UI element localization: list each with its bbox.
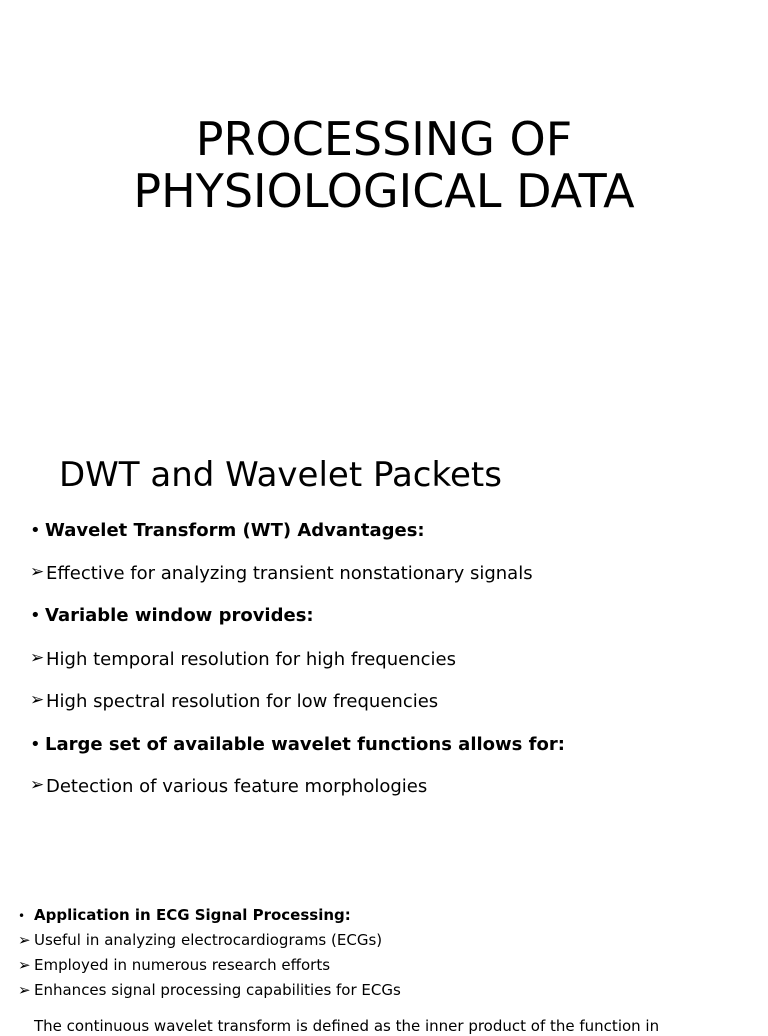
list-item — [18, 955, 330, 975]
arrowhead-bullet-icon: ➢ — [18, 931, 31, 949]
list-item-text: Enhances signal processing capabilities for ECGs — [34, 981, 401, 999]
list-item — [30, 734, 565, 756]
bullet-icon: • — [30, 605, 41, 626]
list-item-text: Wavelet Transform (WT) Advantages: — [45, 520, 425, 541]
list-item — [30, 605, 314, 627]
slide-title — [0, 113, 768, 217]
list-item-text: Employed in numerous research efforts — [34, 956, 331, 974]
list-item — [30, 776, 427, 798]
arrowhead-bullet-icon: ➢ — [18, 956, 31, 974]
slide-title-line-2: PHYSIOLOGICAL DATA — [133, 164, 635, 218]
list-item-text: Detection of various feature morphologies — [46, 776, 428, 797]
list-item-text: Useful in analyzing electrocardiograms (ECGs) — [34, 931, 383, 949]
bullet-icon: • — [18, 909, 26, 923]
list-item-text: Large set of available wavelet functions allows for: — [45, 734, 565, 755]
cutoff-paragraph: The continuous wavelet transform is defined as the inner product of the function in — [34, 1017, 660, 1035]
slide-title-line-1: PROCESSING OF — [195, 112, 573, 166]
section-heading: DWT and Wavelet Packets — [59, 455, 502, 495]
list-item-text: High spectral resolution for low frequencies — [46, 691, 439, 712]
arrowhead-bullet-icon: ➢ — [18, 981, 31, 999]
list-item-text: Effective for analyzing transient nonstationary signals — [46, 563, 533, 584]
arrowhead-bullet-icon: ➢ — [30, 648, 45, 668]
list-item — [30, 691, 438, 713]
list-item — [30, 520, 425, 542]
list-item-text: Variable window provides: — [45, 605, 314, 626]
bullet-icon: • — [30, 734, 41, 755]
list-item-text: High temporal resolution for high frequencies — [46, 649, 456, 670]
list-item — [30, 563, 533, 585]
arrowhead-bullet-icon: ➢ — [30, 690, 45, 710]
list-item — [18, 930, 382, 950]
arrowhead-bullet-icon: ➢ — [30, 775, 45, 795]
arrowhead-bullet-icon: ➢ — [30, 562, 45, 582]
list-item — [30, 649, 456, 671]
list-item-text: Application in ECG Signal Processing: — [34, 906, 351, 924]
list-item — [18, 905, 351, 926]
list-item — [18, 980, 401, 1000]
bullet-icon: • — [30, 520, 41, 541]
